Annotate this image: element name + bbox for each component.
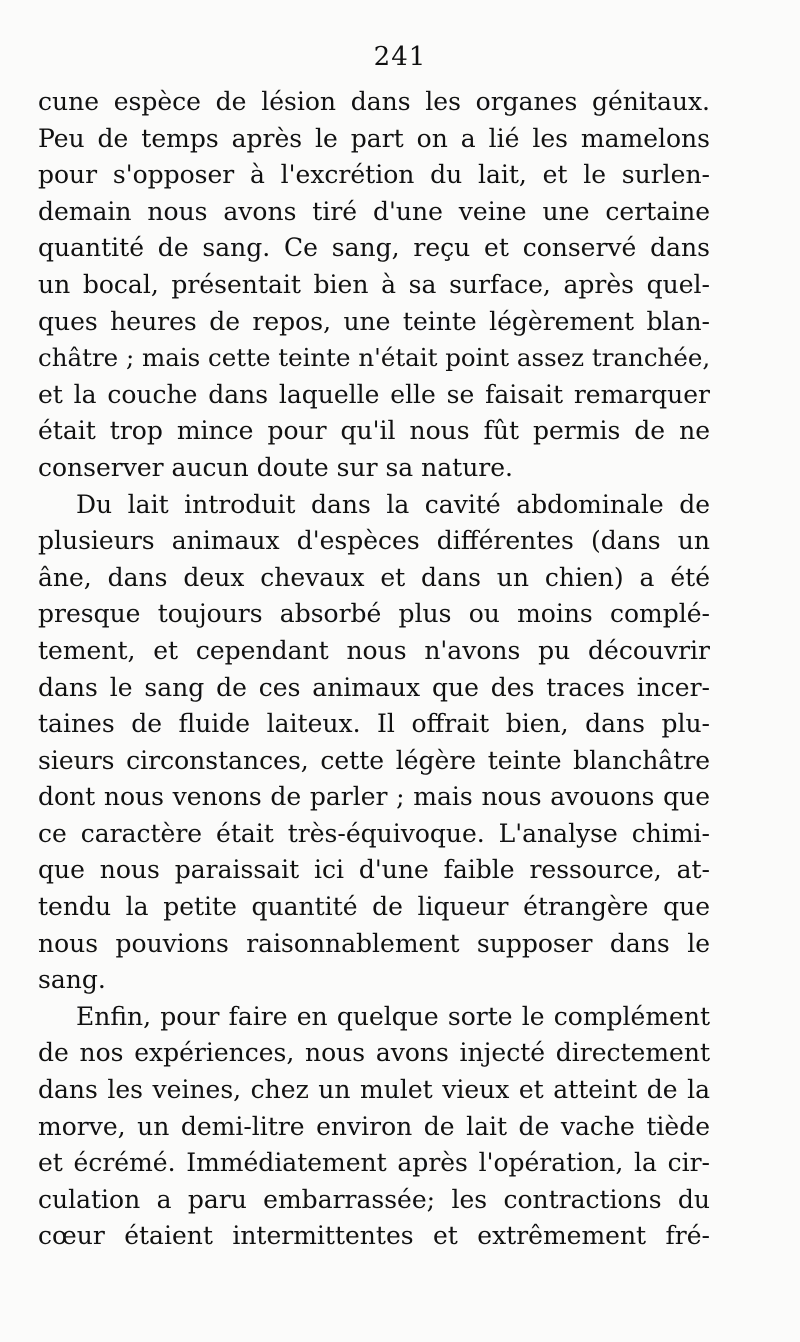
text-line: et écrémé. Immédiatement après l'opération, la cir- [38, 1148, 710, 1178]
text-line: quantité de sang. Ce sang, reçu et conservé dans [38, 233, 710, 263]
paragraph-1 [38, 84, 710, 487]
page-number: 241 [373, 42, 427, 72]
text-line: tement, et cependant nous n'avons pu découvrir [38, 635, 710, 665]
text-line: morve, un demi-litre environ de lait de vache tiède [38, 1111, 710, 1141]
text-line: sieurs circonstances, cette légère teinte blanchâtre [38, 745, 710, 775]
text-line: que nous paraissait ici d'une faible ressource, at- [38, 855, 710, 885]
text-line: et la couche dans laquelle elle se faisait remarquer [38, 379, 710, 409]
text-line: taines de fluide laiteux. Il offrait bien, dans plu- [38, 709, 710, 739]
text-line: plusieurs animaux d'espèces différentes (dans un [38, 526, 710, 556]
text-line: cune espèce de lésion dans les organes génitaux. [38, 87, 710, 116]
text-line: pour s'opposer à l'excrétion du lait, et le surlen- [38, 160, 710, 190]
text-line: de nos expériences, nous avons injecté directement [38, 1038, 710, 1068]
text-line: Du lait introduit dans la cavité abdominale de [76, 489, 710, 519]
text-line: un bocal, présentait bien à sa surface, après quel- [38, 269, 710, 299]
text-line: était trop mince pour qu'il nous fût permis de ne [38, 416, 710, 446]
text-line: Peu de temps après le part on a lié les mamelons [38, 123, 710, 153]
text-line: presque toujours absorbé plus ou moins complé- [38, 599, 710, 629]
text-line: conserver aucun doute sur sa nature. [38, 452, 513, 482]
text-line: culation a paru embarrassée; les contractions du [38, 1184, 710, 1214]
text-line: âne, dans deux chevaux et dans un chien) a été [38, 562, 710, 592]
text-line: tendu la petite quantité de liqueur étrangère que [38, 892, 710, 922]
text-line: ques heures de repos, une teinte légèrement blan- [38, 306, 710, 336]
text-line: Enfin, pour faire en quelque sorte le complément [76, 1001, 710, 1031]
body-text [38, 84, 710, 1255]
text-line: châtre ; mais cette teinte n'était point assez tranchée, [38, 343, 710, 373]
text-line: nous pouvions raisonnablement supposer dans le [38, 928, 710, 958]
text-line: cœur étaient intermittentes et extrêmement fré- [38, 1221, 710, 1251]
paragraph-2 [38, 487, 710, 999]
text-line: sang. [38, 965, 106, 995]
text-line: demain nous avons tiré d'une veine une certaine [38, 196, 710, 226]
text-line: ce caractère était très-équivoque. L'analyse chimi- [38, 818, 710, 848]
text-line: dont nous venons de parler ; mais nous avouons que [38, 782, 710, 812]
text-line: dans les veines, chez un mulet vieux et atteint de la [38, 1075, 710, 1105]
paragraph-3 [38, 999, 710, 1255]
text-line: dans le sang de ces animaux que des traces incer- [38, 672, 710, 702]
